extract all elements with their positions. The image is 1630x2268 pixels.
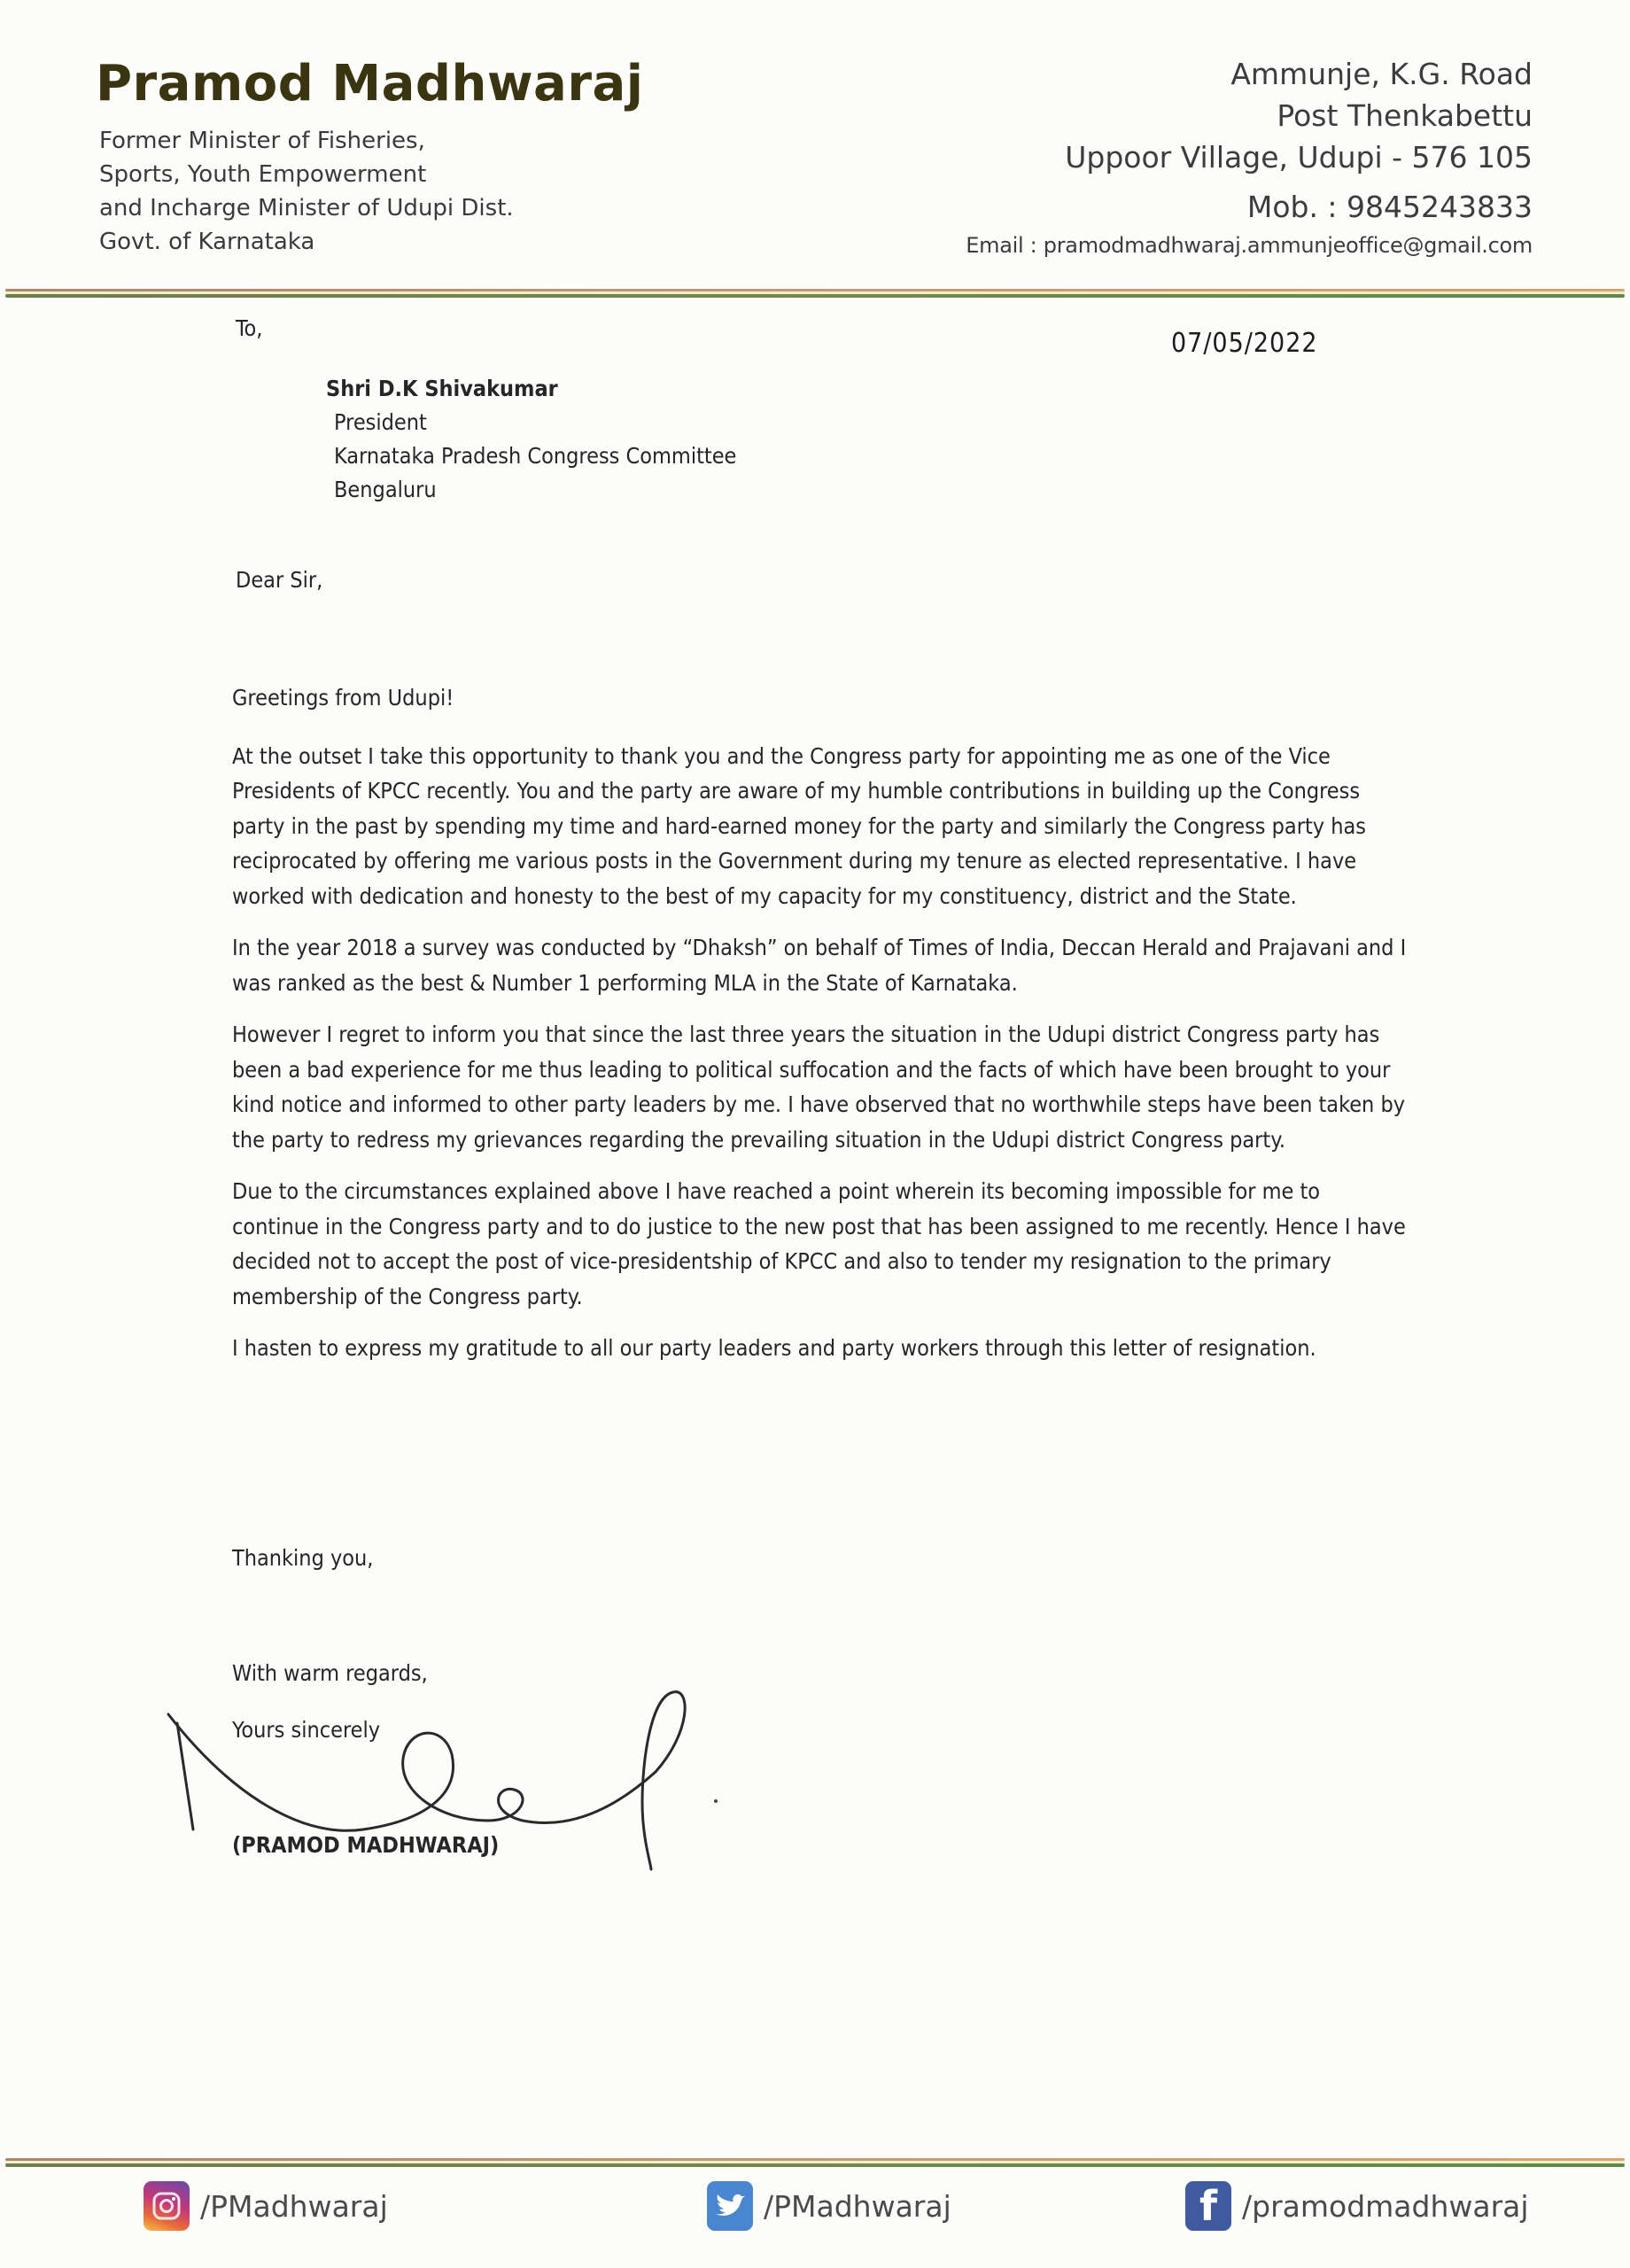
salutation: Dear Sir, <box>236 567 323 593</box>
body-paragraph: In the year 2018 a survey was conducted by “Dhaksh” on behalf of Times of India, Deccan Herald and Prajavani and I was ranked as the best & Number 1 performing MLA in the State of Karnataka. <box>232 935 1407 996</box>
footer-divider <box>5 2158 1625 2169</box>
instagram-handle: /PMadhwaraj <box>200 2188 388 2224</box>
instagram-icon <box>144 2181 190 2231</box>
address-line: Uppoor Village, Udupi - 576 105 <box>1065 140 1533 175</box>
greeting: Greetings from Udupi! <box>232 685 454 711</box>
facebook-handle: /pramodmadhwaraj <box>1242 2188 1529 2224</box>
recipient-line: Karnataka Pradesh Congress Committee <box>334 443 737 469</box>
body-paragraph: At the outset I take this opportunity to thank you and the Congress party for appointing me as one of the Vice Presidents of KPCC recently. You and the party are aware of my humble contributions in building up the Congress party in the past by spending my time and hard-earned money for the party and similarly the Congress party has reciprocated by offering me various posts in the Government during my tenure as elected representative. I have worked with dedication and honesty to the best of my capacity for my constituency, district and the State. <box>232 742 1366 909</box>
letterhead-titles <box>99 124 514 259</box>
body-paragraph: However I regret to inform you that since the last three years the situation in the Udupi district Congress party has been a bad experience for me thus leading to political suffocation and the facts of which have been brought to your kind notice and informed to other party leaders by me. I have observed that no worthwhile steps have been taken by the party to redress my grievances regarding the prevailing situation in the Udupi district Congress party. <box>232 1021 1406 1153</box>
twitter-icon <box>707 2181 753 2231</box>
body-paragraph: I hasten to express my gratitude to all our party leaders and party workers through this letter of resignation. <box>232 1335 1316 1361</box>
header-divider <box>5 289 1625 299</box>
letterhead-title-line: Govt. of Karnataka <box>99 229 315 255</box>
instagram-link[interactable] <box>144 2181 388 2231</box>
facebook-link[interactable] <box>1185 2181 1529 2231</box>
recipient-name: Shri D.K Shivakumar <box>326 376 558 401</box>
letterhead-title-line: and Incharge Minister of Udupi Dist. <box>99 195 514 221</box>
recipient-block <box>326 372 736 507</box>
closing-sincerely: Yours sincerely <box>232 1717 381 1743</box>
letterhead-title-line: Former Minister of Fisheries, <box>99 128 425 154</box>
twitter-handle: /PMadhwaraj <box>764 2188 951 2224</box>
letterhead-email: Email : pramodmadhwaraj.ammunjeoffice@gmail.com <box>966 233 1533 258</box>
address-line: Ammunje, K.G. Road <box>1230 57 1533 91</box>
letterhead-mobile: Mob. : 9845243833 <box>1246 190 1533 224</box>
letter-date: 07/05/2022 <box>1171 328 1318 359</box>
closing-thanks: Thanking you, <box>232 1545 374 1571</box>
body-paragraph: Due to the circumstances explained above I have reached a point wherein its becoming impossible for me to continue in the Congress party and to do justice to the new post that has been assigned to me recently. Hence I have decided not to accept the post of vice-presidentship of KPCC and also to tender my resignation to the primary membership of the Congress party. <box>232 1178 1406 1309</box>
twitter-link[interactable] <box>707 2181 951 2231</box>
address-line: Post Thenkabettu <box>1277 98 1533 133</box>
letterhead-title-line: Sports, Youth Empowerment <box>99 161 427 188</box>
recipient-line: President <box>334 409 427 435</box>
signatory-name: (PRAMOD MADHWARAJ) <box>232 1832 500 1858</box>
recipient-line: Bengaluru <box>334 477 437 502</box>
letter-body <box>232 680 1410 1383</box>
letterhead-address <box>1065 53 1533 178</box>
to-label: To, <box>236 315 263 341</box>
closing-regards: With warm regards, <box>232 1660 428 1686</box>
facebook-icon: f <box>1185 2181 1231 2231</box>
letterhead-name: Pramod Madhwaraj <box>96 55 644 113</box>
